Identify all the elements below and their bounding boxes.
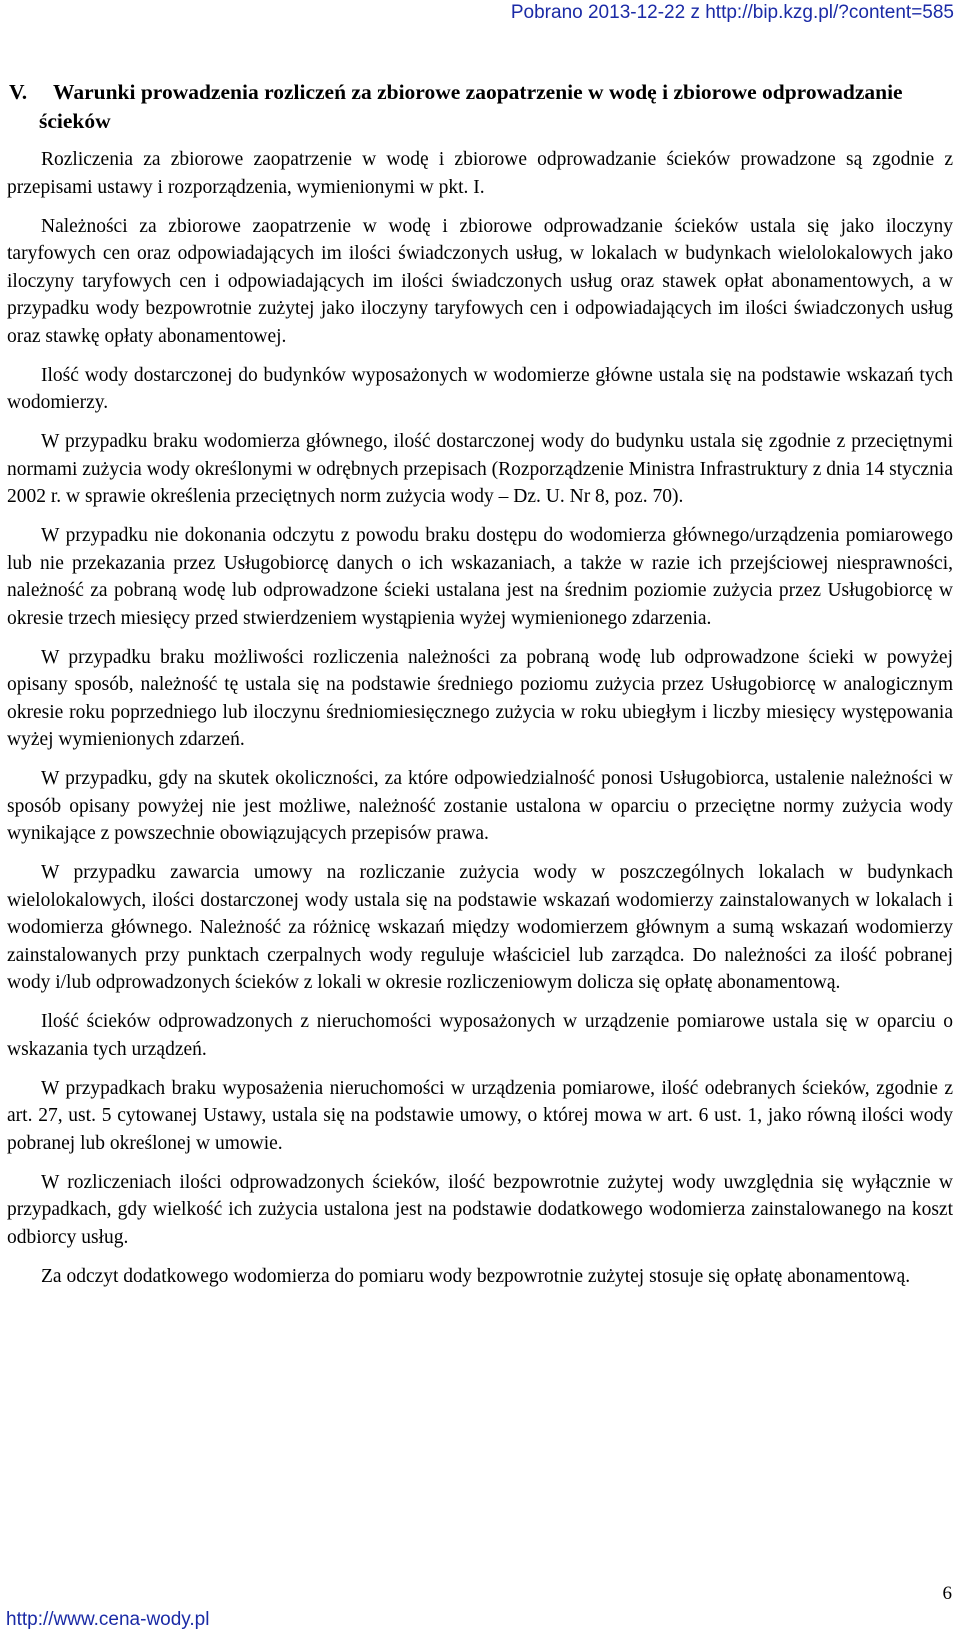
paragraph-10: W przypadkach braku wyposażenia nieruchomości w urządzenia pomiarowe, ilość odebranych ścieków, zgodnie z art. 27, ust. 5 cytowanej Ustawy, ustala się na podstawie umowy, o której mowa w art. 6 ust. 1, jako równą ilości wody pobranej lub określonej w umowie. bbox=[7, 1077, 953, 1154]
paragraph-3: Ilość wody dostarczonej do budynków wyposażonych w wodomierze główne ustala się na podstawie wskazań tych wodomierzy. bbox=[7, 364, 953, 413]
page-number: 6 bbox=[942, 1583, 952, 1604]
paragraph-4: W przypadku braku wodomierza głównego, ilość dostarczonej wody do budynku ustala się zgodnie z przeciętnymi normami zużycia wody określonymi w odrębnych przepisach (Rozporządzenie Ministra Infrastruktury z dnia 14 stycznia 2002 r. w sprawie określenia przeciętnych norm zużycia wody – Dz. U. Nr 8, poz. 70). bbox=[7, 431, 953, 507]
paragraph-7: W przypadku, gdy na skutek okoliczności, za które odpowiedzialność ponosi Usługobiorca, ustalenie należności w sposób opisany powyżej nie jest możliwe, należność zostanie ustalona w oparciu o przeciętne normy zużycia wody wynikające z powszechnie obowiązujących przepisów prawa. bbox=[7, 768, 953, 844]
paragraph-1: Rozliczenia za zbiorowe zaopatrzenie w wodę i zbiorowe odprowadzanie ścieków prowadzone są zgodnie z przepisami ustawy i rozporządzenia, wymienionymi w pkt. I. bbox=[7, 149, 953, 198]
section-title: Warunki prowadzenia rozliczeń za zbiorowe zaopatrzenie w wodę i zbiorowe odprowadzanie ścieków bbox=[39, 80, 903, 133]
document-content bbox=[7, 78, 953, 1302]
section-heading bbox=[7, 78, 953, 136]
paragraph-11: W rozliczeniach ilości odprowadzonych ścieków, ilość bezpowrotnie zużytej wody uwzględnia się wyłącznie w przypadkach, gdy wielkość ich zużycia ustalona jest na podstawie dodatkowego wodomierza zainstalowanego na koszt odbiorcy usług. bbox=[7, 1171, 953, 1248]
download-source-note: Pobrano 2013-12-22 z http://bip.kzg.pl/?content=585 bbox=[510, 2, 954, 23]
paragraph-9: Ilość ścieków odprowadzonych z nieruchomości wyposażonych w urządzenie pomiarowe ustala się w oparciu o wskazania tych urządzeń. bbox=[7, 1011, 953, 1060]
paragraph-2: Należności za zbiorowe zaopatrzenie w wodę i zbiorowe odprowadzanie ścieków ustala się jako iloczyny taryfowych cen oraz odpowiadających im ilości świadczonych usług, w lokalach w budynkach wielolokalowych jako iloczyny taryfowych cen i odpowiadających im ilości świadczonych usług oraz stawek opłat abonamentowych, a w przypadku wody bezpowrotnie zużytej jako iloczyny taryfowych cen i odpowiadających im ilości świadczonych usług oraz stawkę opłaty abonamentowej. bbox=[7, 215, 953, 347]
section-number: V. bbox=[9, 80, 28, 104]
paragraph-6: W przypadku braku możliwości rozliczenia należności za pobraną wodę lub odprowadzone ścieki w powyżej opisany sposób, należność tę ustala się na podstawie średniego poziomu zużycia przez Usługobiorcę w analogicznym okresie roku poprzedniego lub iloczynu średniomiesięcznego zużycia w roku ubiegłym i liczby miesięcy występowania wyżej wymienionych zdarzeń. bbox=[7, 646, 953, 750]
paragraph-8: W przypadku zawarcia umowy na rozliczanie zużycia wody w poszczególnych lokalach w budynkach wielolokalowych, ilości dostarczonej wody ustala się na podstawie wskazań wodomierzy zainstalowanych w lokalach i wodomierza głównego. Należność za różnicę wskazań między wodomierzem głównym a sumą wskazań wodomierzy zainstalowanych przy punktach czerpalnych wody reguluje właściciel lub zarządca. Do należności za ilość pobranej wody i/lub odprowadzonych ścieków z lokali w okresie rozliczeniowym dolicza się opłatę abonamentową. bbox=[7, 862, 953, 993]
paragraph-12: Za odczyt dodatkowego wodomierza do pomiaru wody bezpowrotnie zużytej stosuje się opłatę abonamentową. bbox=[41, 1265, 911, 1287]
paragraph-5: W przypadku nie dokonania odczytu z powodu braku dostępu do wodomierza głównego/urządzenia pomiarowego lub nie przekazania przez Usługobiorcę danych o ich wskazaniach, a także w razie ich przejściowej niesprawności, należność za pobraną wodę lub odprowadzone ścieki ustalana jest na średnim poziomie zużycia przez Usługobiorcę w okresie trzech miesięcy przed stwierdzeniem wystąpienia wyżej wymienionego zdarzenia. bbox=[7, 525, 953, 629]
footer-site-link[interactable]: http://www.cena-wody.pl bbox=[6, 1609, 210, 1630]
